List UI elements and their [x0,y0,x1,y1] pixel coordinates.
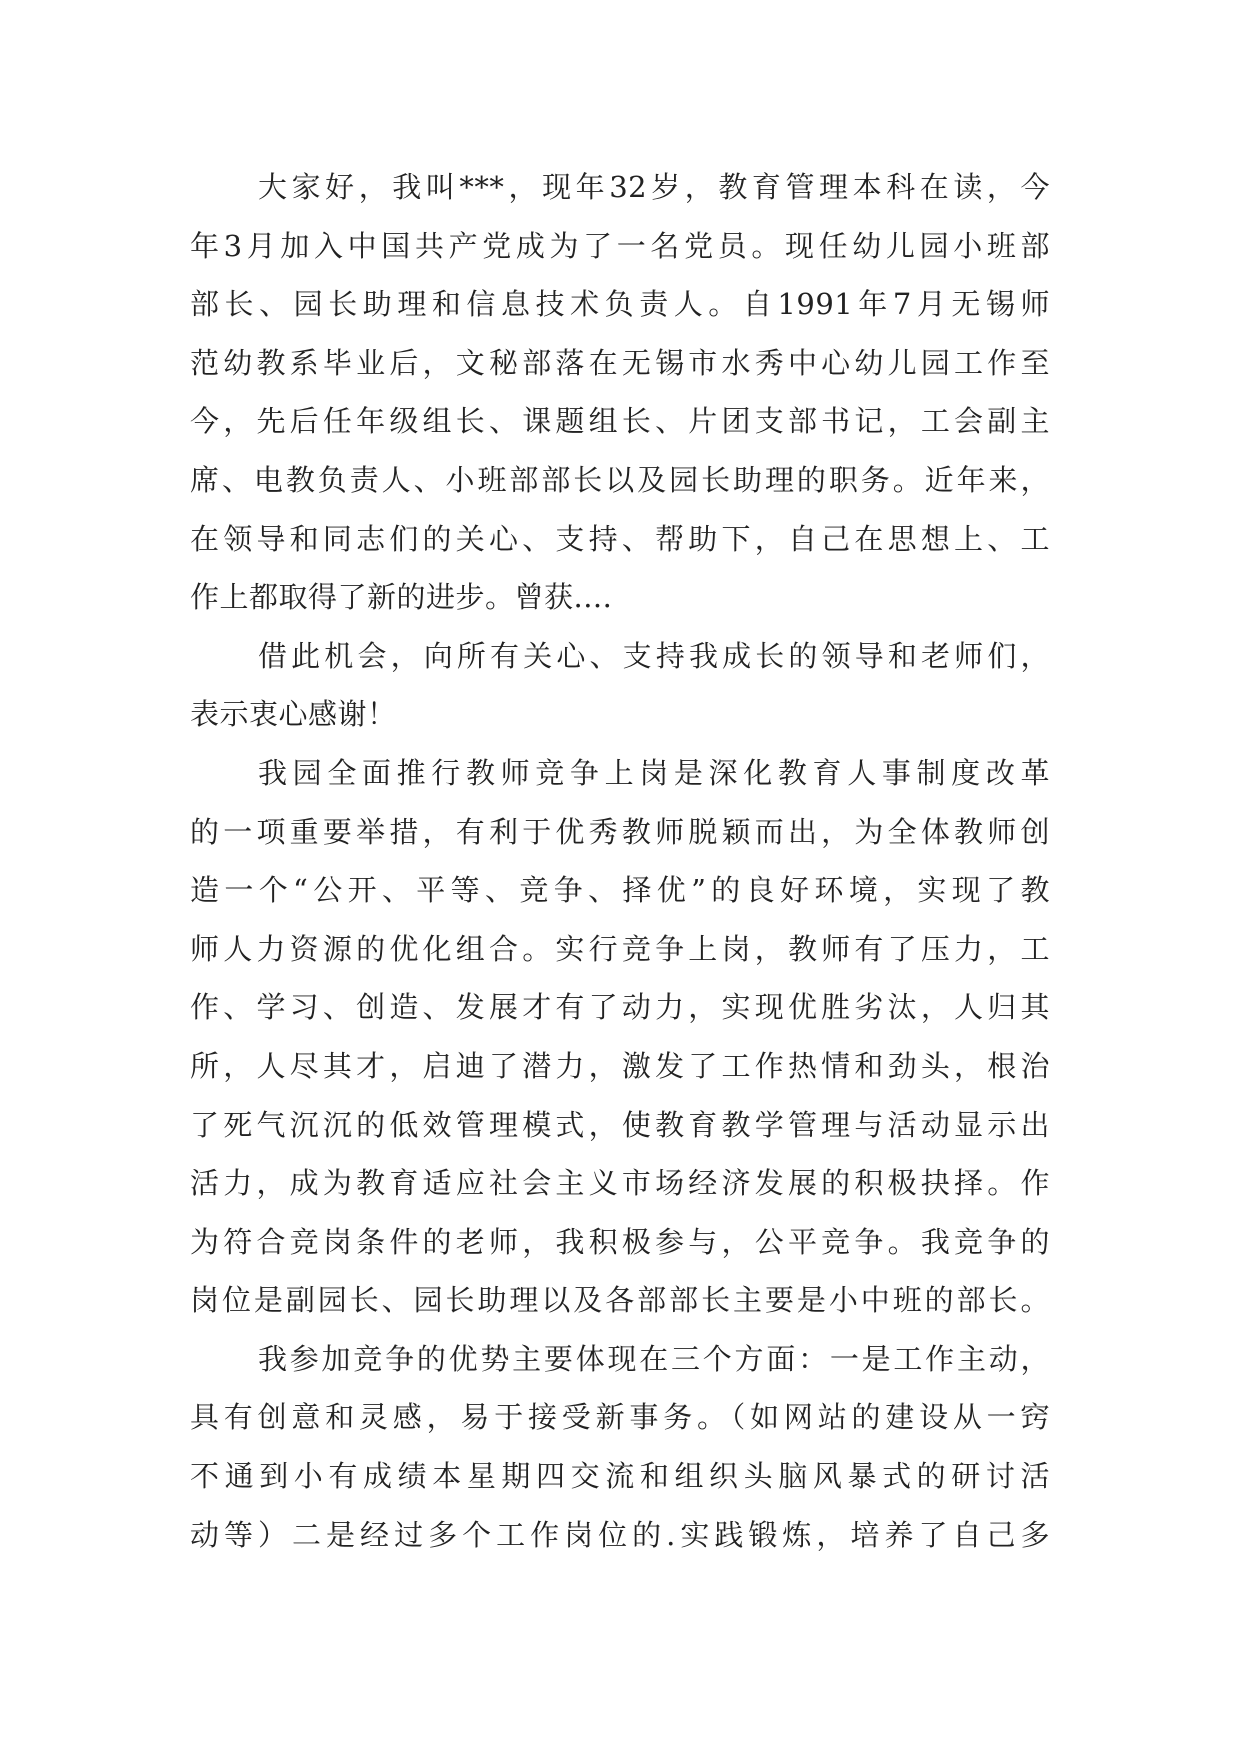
paragraph-line: 部长、园长助理和信息技术负责人。自1991年7月无锡师 [190,287,1050,322]
paragraph-line: 师人力资源的优化组合。实行竞争上岗，教师有了压力，工 [190,931,1050,966]
paragraph-line: 岗位是副园长、园长助理以及各部部长主要是小中班的部长。 [190,1283,1050,1318]
paragraph-line: 席、电教负责人、小班部部长以及园长助理的职务。近年来， [190,462,1050,497]
paragraph-line: 年3月加入中国共产党成为了一名党员。现任幼儿园小班部 [190,228,1050,263]
paragraph-line: 活力，成为教育适应社会主义市场经济发展的积极抉择。作 [190,1166,1050,1201]
paragraph-line: 作上都取得了新的进步。曾获.... [190,580,613,615]
paragraph-line: 作、学习、创造、发展才有了动力，实现优胜劣汰，人归其 [190,990,1050,1025]
paragraph-line: 的一项重要举措，有利于优秀教师脱颖而出，为全体教师创 [190,814,1050,849]
paragraph-line: 造一个“公开、平等、竞争、择优”的良好环境，实现了教 [190,873,1050,908]
paragraph-line: 不通到小有成绩本星期四交流和组织头脑风暴式的研讨活 [190,1459,1050,1494]
paragraph-line: 了死气沉沉的低效管理模式，使教育教学管理与活动显示出 [190,1107,1050,1142]
paragraph-line: 所，人尽其才，启迪了潜力，激发了工作热情和劲头，根治 [190,1048,1050,1083]
paragraph-line: 动等）二是经过多个工作岗位的.实践锻炼，培养了自己多 [190,1517,1050,1552]
paragraph-line: 今，先后任年级组长、课题组长、片团支部书记，工会副主 [190,404,1050,439]
paragraph-line: 我园全面推行教师竞争上岗是深化教育人事制度改革 [258,755,1050,790]
paragraph-line: 大家好，我叫***，现年32岁，教育管理本科在读，今 [258,170,1050,204]
paragraph-line: 我参加竞争的优势主要体现在三个方面：一是工作主动， [258,1341,1050,1376]
paragraph-line: 表示衷心感谢！ [190,697,397,732]
paragraph-line: 范幼教系毕业后，文秘部落在无锡市水秀中心幼儿园工作至 [190,345,1050,380]
document-body [190,158,1050,1564]
paragraph-line: 借此机会，向所有关心、支持我成长的领导和老师们， [258,638,1050,673]
paragraph-line: 为符合竞岗条件的老师，我积极参与，公平竞争。我竞争的 [190,1224,1050,1259]
paragraph-line: 具有创意和灵感，易于接受新事务。（如网站的建设从一窍 [190,1400,1050,1435]
paragraph-line: 在领导和同志们的关心、支持、帮助下，自己在思想上、工 [190,521,1050,556]
